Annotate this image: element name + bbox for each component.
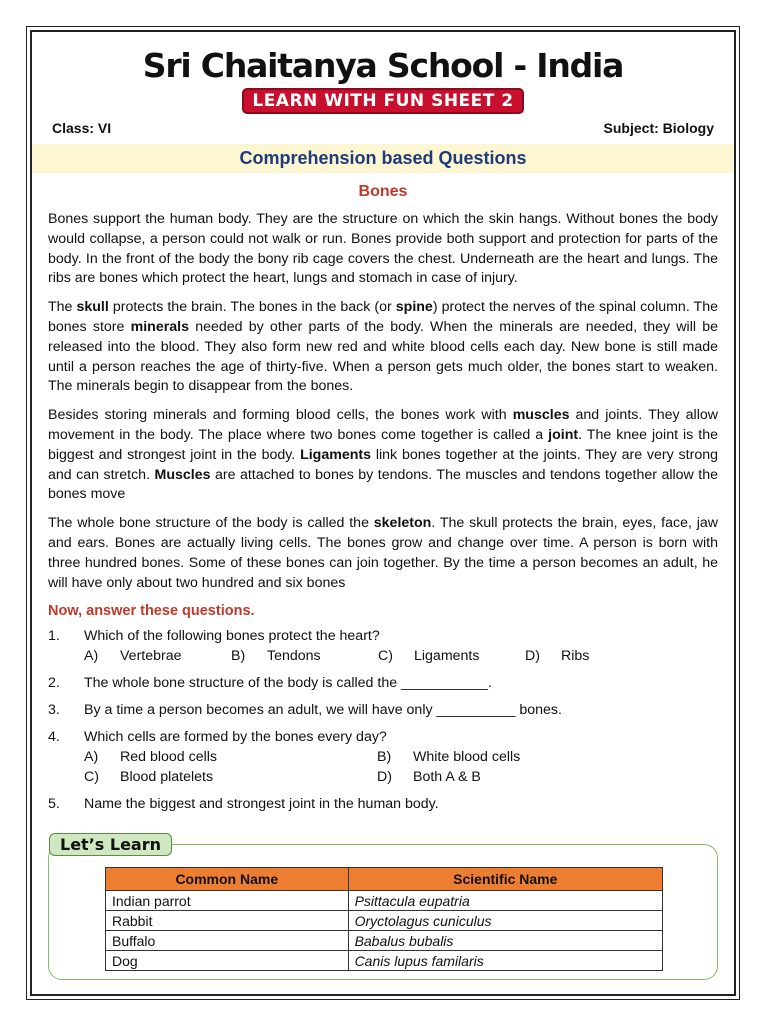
option-text: Ribs — [561, 648, 590, 665]
option-letter: B) — [231, 648, 246, 665]
keyword-skeleton: skeleton — [373, 515, 432, 532]
sheet-banner — [48, 88, 718, 114]
option — [377, 747, 670, 767]
page-border — [30, 30, 736, 996]
scientific-name-cell: Babalus bubalis — [348, 931, 662, 951]
lets-learn-tag: Let’s Learn — [49, 833, 172, 856]
text: are attached to bones by tendons. The muscles and tendons together allow the bones move — [48, 466, 719, 503]
question-number: 3. — [48, 702, 60, 719]
common-name-cell: Indian parrot — [106, 891, 349, 911]
names-table — [105, 867, 663, 971]
option — [84, 747, 377, 767]
option-text: Red blood cells — [120, 749, 218, 766]
question-text: The whole bone structure of the body is called the ___________. — [84, 675, 492, 692]
scientific-name-cell: Psittacula eupatria — [348, 891, 662, 911]
lets-learn-box — [48, 835, 718, 980]
text: . The knee joint is the biggest and strongest joint in the body. — [48, 426, 718, 463]
common-name-cell: Dog — [106, 951, 349, 971]
class-subject-row — [48, 120, 718, 136]
text: protects the brain. The bones in the back (or — [108, 299, 396, 316]
question-number: 5. — [48, 796, 60, 813]
option-text: Ligaments — [414, 648, 480, 665]
subject-label: Subject: Biology — [603, 120, 714, 136]
column-header: Common Name — [106, 868, 349, 891]
options-row — [84, 767, 718, 787]
school-title: Sri Chaitanya School - India — [142, 46, 624, 85]
text: and joints. They allow movement in the body. The place where two bones come together is called a — [48, 407, 718, 443]
option — [377, 767, 670, 787]
table-row — [106, 951, 663, 971]
paragraph-1: Bones support the human body. They are the structure on which the skin hangs. Without bones the body would collapse, a person could not walk or run. Bones provide both support and protection for parts of the body. In the front of the body the bony rib cage covers the chest. Underneath are the heart and lungs. The ribs are bones which protect the heart, lungs and stomach in case of injury. — [48, 211, 718, 287]
table-header-row — [106, 868, 663, 891]
table-row — [106, 891, 663, 911]
paragraph-4 — [48, 514, 718, 593]
text: needed by other parts of the body. When the minerals are needed, they will be released into the blood. They also form new red and white blood cells each day. New bone is still made until a person reaches the age of thirty-five. When a person gets much older, the bones start to weaken. The minerals begin to disappear from the bones. — [48, 318, 718, 395]
option — [84, 646, 231, 666]
option-letter: D) — [377, 769, 392, 786]
keyword-joint: joint — [548, 426, 579, 443]
topic-heading: Bones — [358, 183, 408, 200]
option-text: White blood cells — [413, 749, 521, 766]
table-row — [106, 911, 663, 931]
paragraph-3 — [48, 406, 718, 505]
keyword-muscles-2: Muscles — [154, 466, 211, 483]
options-row — [84, 646, 718, 666]
question-text: By a time a person becomes an adult, we will have only __________ bones. — [84, 702, 562, 719]
scientific-name-cell: Oryctolagus cuniculus — [348, 911, 662, 931]
text: The whole bone structure of the body is called the — [48, 515, 374, 532]
keyword-ligaments: Ligaments — [300, 446, 372, 463]
option-text: Blood platelets — [120, 769, 214, 786]
paragraph-2 — [48, 298, 718, 397]
option-text: Tendons — [267, 648, 321, 665]
question-number: 2. — [48, 675, 60, 692]
text: ) protect the nerves of the spinal column. The bones store — [48, 299, 718, 335]
question-text: Which of the following bones protect the heart? — [84, 628, 380, 645]
question-text: Which cells are formed by the bones every day? — [84, 729, 387, 746]
column-header: Scientific Name — [348, 868, 662, 891]
common-name-cell: Buffalo — [106, 931, 349, 951]
option-letter: C) — [378, 648, 393, 665]
option-letter: C) — [84, 769, 99, 786]
option-letter: A) — [84, 749, 99, 766]
option-text: Both A & B — [413, 769, 481, 786]
class-label: Class: VI — [52, 120, 112, 136]
keyword-minerals: minerals — [130, 318, 189, 335]
text: The — [48, 299, 77, 316]
question-number: 4. — [48, 729, 60, 746]
option — [525, 646, 672, 666]
text: . The skull protects the brain, eyes, face, jaw and ears. Bones are actually living cells. The bones grow and change over time. A person is born with three hundred bones. Some of these bones can join together. By the time a person becomes an adult, he will have only about two hundred and six bones — [48, 515, 719, 591]
table-row — [106, 931, 663, 951]
scientific-name-cell: Canis lupus familaris — [348, 951, 662, 971]
question-3 — [48, 700, 718, 720]
option-letter: A) — [84, 648, 99, 665]
question-1 — [48, 626, 718, 666]
keyword-muscles: muscles — [512, 407, 570, 424]
question-text: Name the biggest and strongest joint in the human body. — [84, 796, 439, 813]
option-text: Vertebrae — [120, 648, 182, 665]
question-2 — [48, 673, 718, 693]
options-row — [84, 747, 718, 767]
question-number: 1. — [48, 628, 60, 645]
option — [231, 646, 378, 666]
common-name-cell: Rabbit — [106, 911, 349, 931]
questions-prompt: Now, answer these questions. — [48, 603, 255, 620]
question-4 — [48, 727, 718, 787]
option — [378, 646, 525, 666]
keyword-spine: spine — [395, 299, 433, 316]
text: link bones together at the joints. They are very strong and can stretch. — [48, 446, 718, 483]
option — [84, 767, 377, 787]
sheet-label: LEARN WITH FUN SHEET 2 — [242, 88, 523, 114]
page-content — [48, 32, 718, 994]
question-5 — [48, 794, 718, 814]
text: Besides storing minerals and forming blood cells, the bones work with — [48, 407, 513, 424]
option-letter: D) — [525, 648, 540, 665]
option-letter: B) — [377, 749, 392, 766]
section-title: Comprehension based Questions — [32, 144, 734, 173]
keyword-skull: skull — [76, 299, 109, 316]
